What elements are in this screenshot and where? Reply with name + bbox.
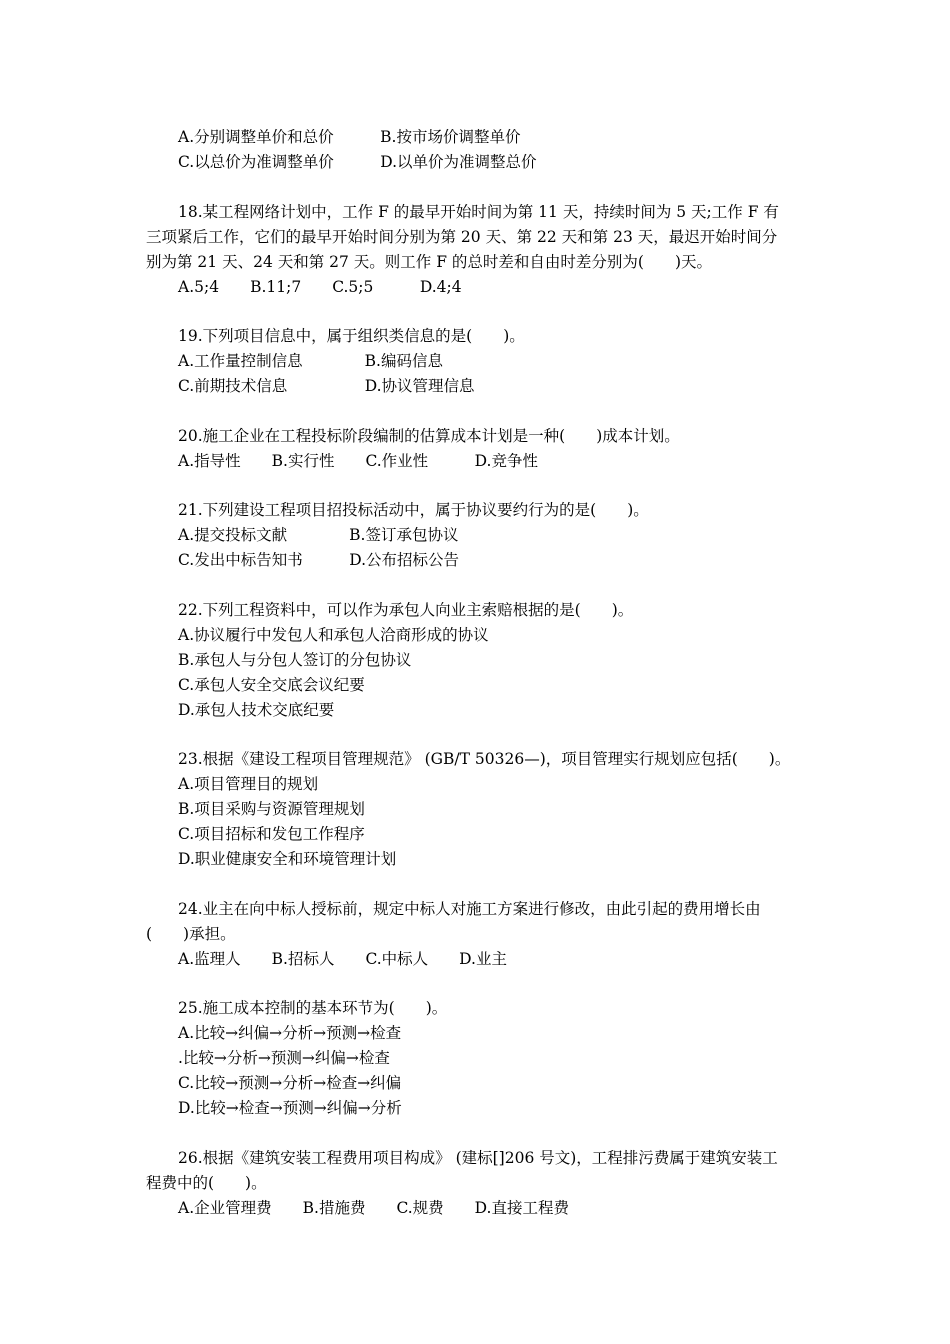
- q25-option-c: C.比较→预测→分析→检查→纠偏: [178, 1074, 402, 1092]
- q21-options-line-2: C.发出中标告知书 D.公布招标公告: [178, 551, 460, 569]
- q18-options: A.5;4 B.11;7 C.5;5 D.4;4: [178, 278, 462, 296]
- q19-options-line-1: A.工作量控制信息 B.编码信息: [178, 352, 443, 370]
- q22-question: 22.下列工程资料中，可以作为承包人向业主索赔根据的是( )。: [178, 601, 634, 619]
- q22-option-d: D.承包人技术交底纪要: [178, 701, 335, 719]
- q24-question-line-1: 24.业主在向中标人授标前，规定中标人对施工方案进行修改，由此引起的费用增长由: [178, 900, 761, 918]
- q18-question-line-3: 别为第 21 天、24 天和第 27 天。则工作 F 的总时差和自由时差分别为( )天。: [146, 253, 713, 271]
- q24-question-line-2: ( )承担。: [146, 925, 236, 943]
- q18-question-line-1: 18.某工程网络计划中，工作 F 的最早开始时间为第 11 天，持续时间为 5 天;工作 F 有: [178, 203, 779, 221]
- q22-option-a: A.协议履行中发包人和承包人洽商形成的协议: [178, 626, 489, 644]
- q21-options-line-1: A.提交投标文献 B.签订承包协议: [178, 526, 459, 544]
- q26-options: A.企业管理费 B.措施费 C.规费 D.直接工程费: [178, 1199, 569, 1217]
- q17-options-line-2: C.以总价为准调整单价 D.以单价为准调整总价: [178, 153, 537, 171]
- q24-options: A.监理人 B.招标人 C.中标人 D.业主: [178, 950, 507, 968]
- q20-question: 20.施工企业在工程投标阶段编制的估算成本计划是一种( )成本计划。: [178, 427, 680, 445]
- q19-question: 19.下列项目信息中，属于组织类信息的是( )。: [178, 327, 525, 345]
- q25-option-d: D.比较→检查→预测→纠偏→分析: [178, 1099, 402, 1117]
- q23-option-b: B.项目采购与资源管理规划: [178, 800, 365, 818]
- q19-options-line-2: C.前期技术信息 D.协议管理信息: [178, 377, 475, 395]
- q23-question: 23.根据《建设工程项目管理规范》 (GB/T 50326—)，项目管理实行规划应包括( )。: [178, 750, 791, 768]
- q23-option-d: D.职业健康安全和环境管理计划: [178, 850, 397, 868]
- q25-option-a: A.比较→纠偏→分析→预测→检查: [178, 1024, 402, 1042]
- q21-question: 21.下列建设工程项目招投标活动中，属于协议要约行为的是( )。: [178, 501, 649, 519]
- q23-option-a: A.项目管理目的规划: [178, 775, 319, 793]
- q20-options: A.指导性 B.实行性 C.作业性 D.竞争性: [178, 452, 538, 470]
- q25-option-b: .比较→分析→预测→纠偏→检查: [178, 1049, 390, 1067]
- q22-option-b: B.承包人与分包人签订的分包协议: [178, 651, 412, 669]
- q26-question-line-2: 程费中的( )。: [146, 1174, 267, 1192]
- q26-question-line-1: 26.根据《建筑安装工程费用项目构成》 (建标[]206 号文)，工程排污费属于建筑安装工: [178, 1149, 778, 1167]
- q17-options-line-1: A.分别调整单价和总价 B.按市场价调整单价: [178, 128, 521, 146]
- q25-question: 25.施工成本控制的基本环节为( )。: [178, 999, 448, 1017]
- q23-option-c: C.项目招标和发包工作程序: [178, 825, 365, 843]
- q18-question-line-2: 三项紧后工作，它们的最早开始时间分别为第 20 天、第 22 天和第 23 天，最迟开始时间分: [146, 228, 778, 246]
- q22-option-c: C.承包人安全交底会议纪要: [178, 676, 365, 694]
